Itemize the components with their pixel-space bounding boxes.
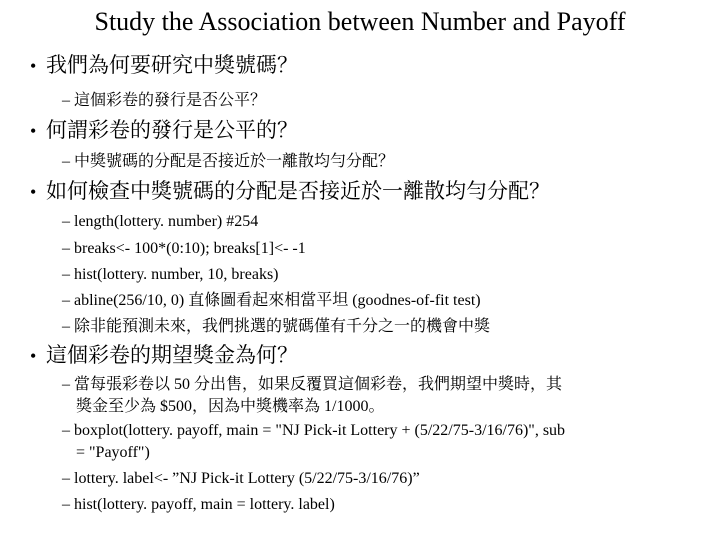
sub-item-3-1 [62,211,258,233]
sub-item-text: lottery. label<- ”NJ Pick-it Lottery (5/22/75-3/16/76)” [74,470,420,487]
sub-item-continuation: 獎金至少為 $500，因為中獎機率為 1/1000。 [76,398,385,415]
sub-item-3-4 [62,290,481,312]
dash-icon: – [62,422,70,439]
dash-icon: – [62,376,70,393]
sub-item-text: abline(256/10, 0) 直條圖看起來相當平坦 (goodnes-of-fit test) [74,292,481,309]
dash-icon: – [62,318,70,335]
dash-icon: – [62,470,70,487]
bullet-text-2: 何謂彩卷的發行是公平的？ [46,118,298,142]
sub-item-text: 中獎號碼的分配是否接近於一離散均勻分配？ [74,153,395,170]
sub-item-text: hist(lottery. number, 10, breaks) [74,266,279,283]
bullet-icon: • [30,182,37,202]
dash-icon: – [62,496,70,513]
sub-item-3-3 [62,264,279,286]
dash-icon: – [62,292,70,309]
sub-item-4-4 [62,494,335,516]
sub-item-text: 這個彩卷的發行是否公平？ [74,92,267,109]
sub-item-3-2 [62,238,306,260]
bullet-item-1 [30,52,298,79]
bullet-item-4 [30,342,298,369]
sub-item-2-1 [62,151,394,173]
bullet-text-3: 如何檢查中獎號碼的分配是否接近於一離散均勻分配？ [46,179,550,203]
bullet-icon: • [30,121,37,141]
sub-item-text: 除非能預測未來，我們挑選的號碼僅有千分之一的機會中獎 [74,318,491,335]
dash-icon: – [62,240,70,257]
sub-item-4-2 [62,420,565,464]
sub-item-text: length(lottery. number) #254 [74,213,259,230]
sub-item-1-1 [62,90,266,112]
bullet-item-3 [30,178,550,205]
bullet-text-4: 這個彩卷的期望獎金為何？ [46,343,298,367]
bullet-text-1: 我們為何要研究中獎號碼？ [46,53,298,77]
sub-item-text: boxplot(lottery. payoff, main = "NJ Pick-it Lottery + (5/22/75-3/16/76)", sub [74,422,566,439]
sub-item-4-3 [62,468,420,490]
bullet-item-2 [30,117,298,144]
sub-item-3-5 [62,316,490,338]
sub-item-continuation: = "Payoff") [76,444,150,461]
dash-icon: – [62,213,70,230]
sub-item-text: breaks<- 100*(0:10); breaks[1]<- -1 [74,240,306,257]
sub-item-text: 當每張彩卷以 50 分出售，如果反覆買這個彩卷，我們期望中獎時，其 [74,376,563,393]
dash-icon: – [62,266,70,283]
bullet-icon: • [30,56,37,76]
bullet-icon: • [30,346,37,366]
sub-item-4-1 [62,374,562,418]
sub-item-text: hist(lottery. payoff, main = lottery. label) [74,496,335,513]
slide-title: Study the Association between Number and Payoff [94,7,626,36]
dash-icon: – [62,153,70,170]
dash-icon: – [62,92,70,109]
